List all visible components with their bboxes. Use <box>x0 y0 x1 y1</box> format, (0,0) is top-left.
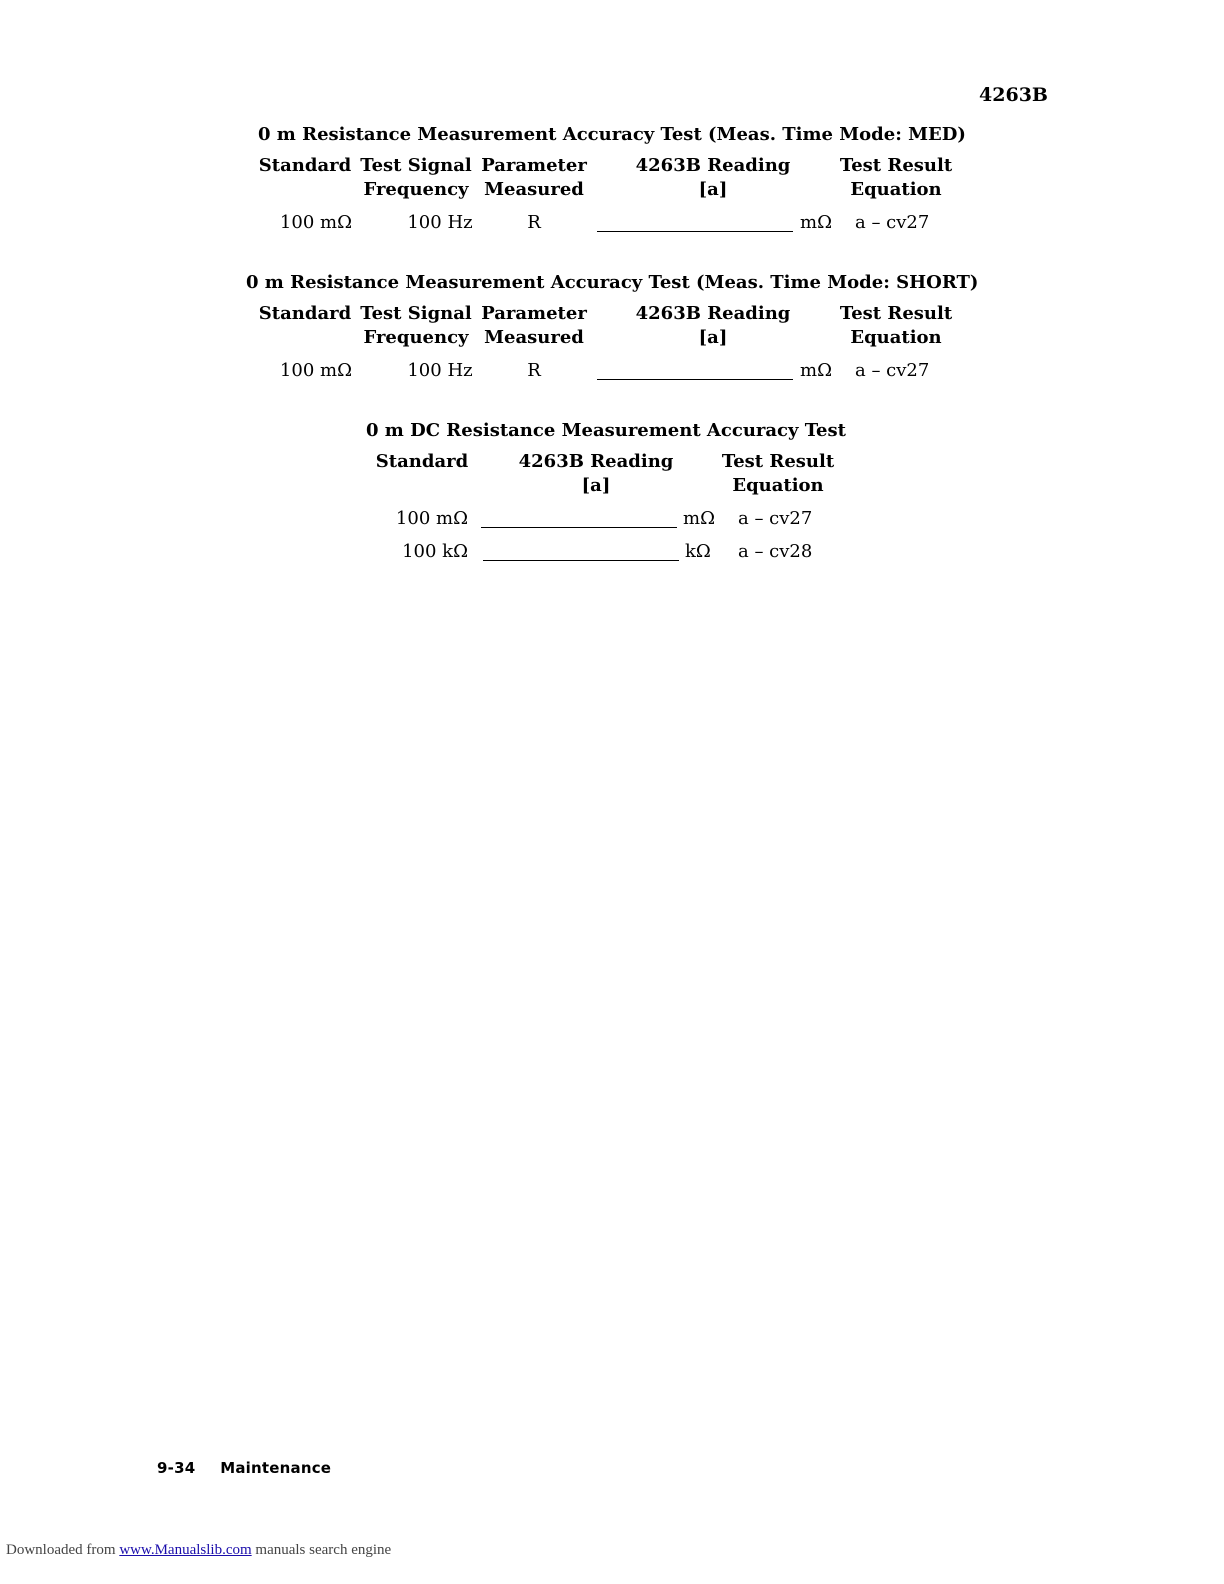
equation-value: a – cv27 <box>855 360 930 381</box>
reading-entry-line[interactable] <box>597 231 793 232</box>
page-number: 9-34 <box>157 1459 196 1477</box>
frequency-value: 100 Hz <box>407 360 473 381</box>
parameter-value: R <box>527 212 541 233</box>
model-number: 4263B <box>979 84 1048 106</box>
col-header-test-result: Test Result Equation <box>839 303 953 348</box>
page-footer <box>157 1459 331 1477</box>
col-header-reading: 4263B Reading [a] <box>635 303 791 348</box>
col-header-test-result: Test Result Equation <box>839 155 953 200</box>
unit-value: kΩ <box>685 541 711 562</box>
parameter-value: R <box>527 360 541 381</box>
unit-value: mΩ <box>800 360 832 381</box>
manualslib-link[interactable]: www.Manualslib.com <box>119 1542 252 1558</box>
equation-value: a – cv27 <box>855 212 930 233</box>
download-suffix: manuals search engine <box>255 1542 392 1558</box>
standard-value: 100 mΩ <box>395 508 468 529</box>
reading-entry-line[interactable] <box>483 560 679 561</box>
standard-value: 100 mΩ <box>279 360 352 381</box>
col-header-standard: Standard <box>375 451 469 472</box>
table-title-med: 0 m Resistance Measurement Accuracy Test (Meas. Time Mode: MED) <box>258 124 966 145</box>
standard-value: 100 mΩ <box>279 212 352 233</box>
standard-value: 100 kΩ <box>402 541 468 562</box>
section-name: Maintenance <box>220 1459 332 1477</box>
col-header-parameter: Parameter Measured <box>481 303 587 348</box>
col-header-test-signal: Test Signal Frequency <box>360 303 472 348</box>
table-title-dc: 0 m DC Resistance Measurement Accuracy Test <box>366 420 846 441</box>
col-header-test-result: Test Result Equation <box>721 451 835 496</box>
frequency-value: 100 Hz <box>407 212 473 233</box>
col-header-parameter: Parameter Measured <box>481 155 587 200</box>
col-header-standard: Standard <box>258 303 352 324</box>
unit-value: mΩ <box>800 212 832 233</box>
col-header-reading: 4263B Reading [a] <box>518 451 674 496</box>
col-header-standard: Standard <box>258 155 352 176</box>
reading-entry-line[interactable] <box>597 379 793 380</box>
download-note <box>6 1542 391 1559</box>
equation-value: a – cv28 <box>738 541 813 562</box>
equation-value: a – cv27 <box>738 508 813 529</box>
col-header-reading: 4263B Reading [a] <box>635 155 791 200</box>
reading-entry-line[interactable] <box>481 527 677 528</box>
table-title-short: 0 m Resistance Measurement Accuracy Test (Meas. Time Mode: SHORT) <box>246 272 979 293</box>
download-prefix: Downloaded from <box>6 1542 116 1558</box>
unit-value: mΩ <box>683 508 715 529</box>
col-header-test-signal: Test Signal Frequency <box>360 155 472 200</box>
